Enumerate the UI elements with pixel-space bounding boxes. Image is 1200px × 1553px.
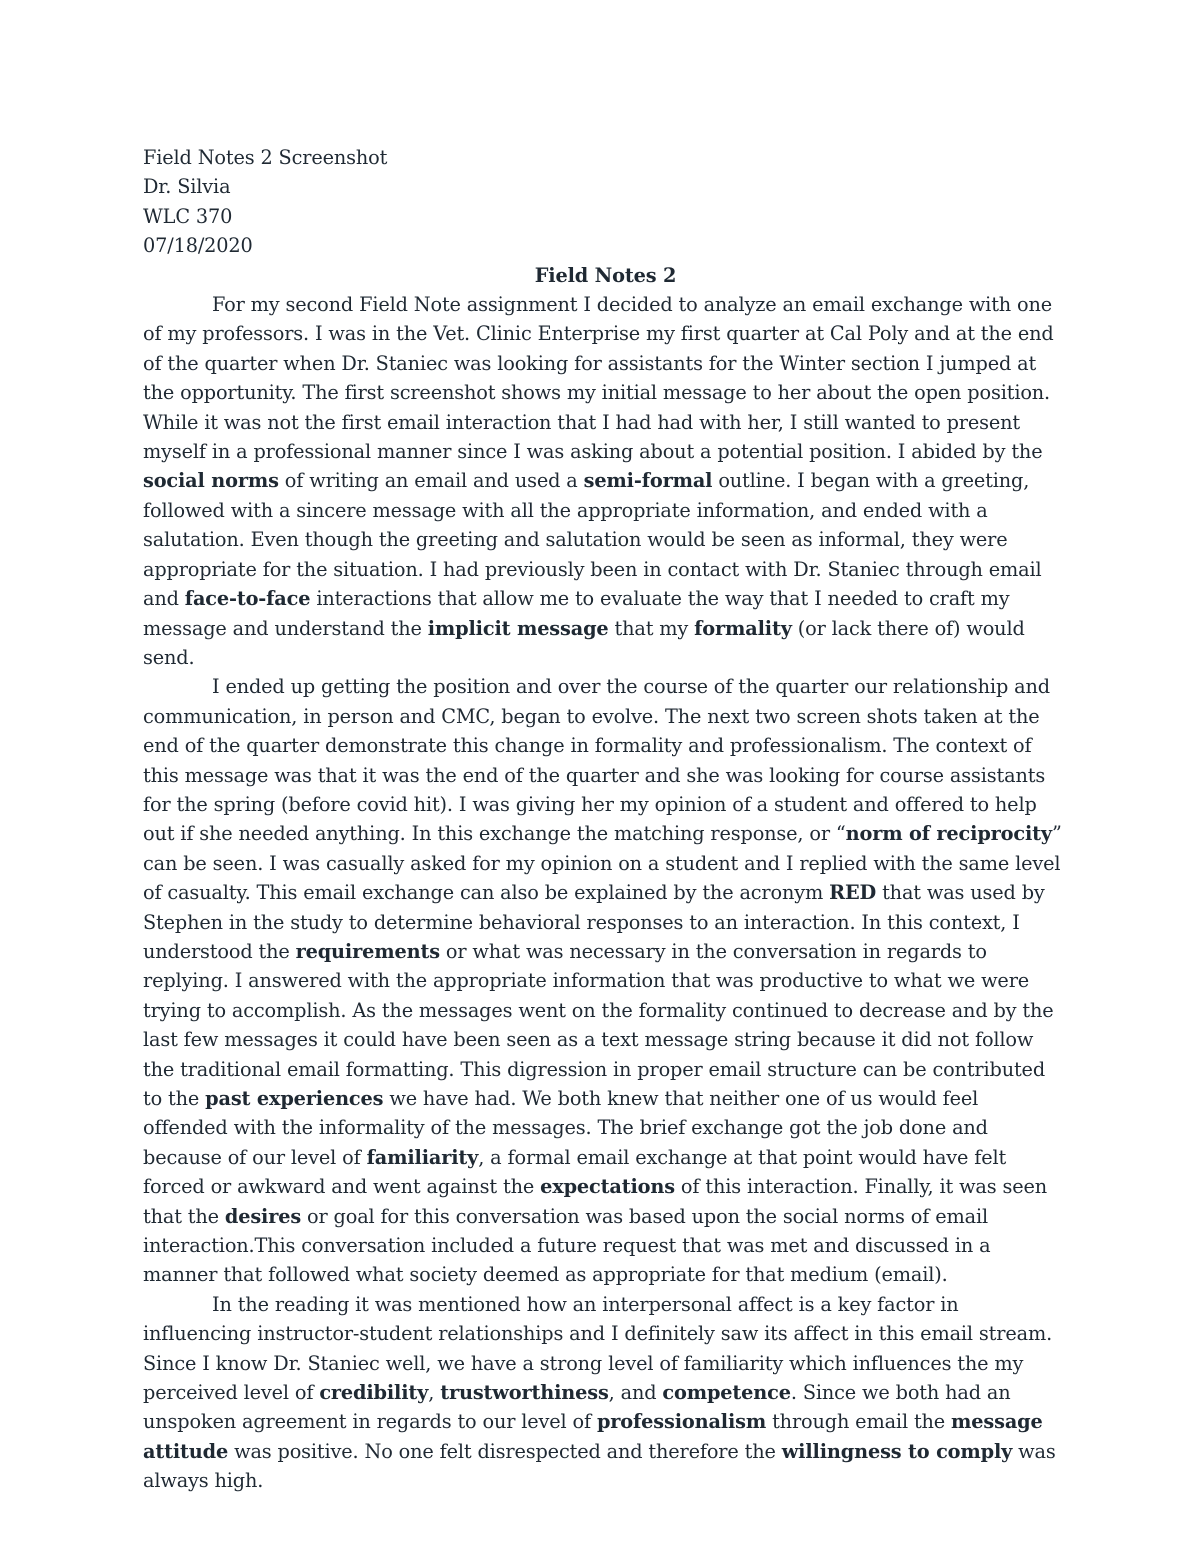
body-paragraph — [143, 672, 1068, 1290]
paragraph-text: was always high. — [143, 1439, 1056, 1493]
emphasized-term: past experiences — [205, 1087, 384, 1110]
paragraph-text: (or lack there of) would send. — [143, 616, 1025, 669]
document-date: 07/18/2020 — [143, 234, 253, 258]
paragraph-text: of writing an email and used a — [278, 469, 584, 493]
instructor-name: Dr. Silvia — [143, 175, 231, 199]
emphasized-term: desires — [224, 1204, 302, 1228]
paragraph-text: ” can be seen. I was casually asked for my opinion on a student and I replied with the same level of casualty. This email exchange can also be explained by the acronym — [143, 822, 1062, 905]
emphasized-term: semi-formal — [583, 469, 713, 493]
emphasized-term: willingness to comply — [781, 1439, 1013, 1463]
paragraph-text: was positive. No one felt disrespected and therefore the — [228, 1439, 782, 1463]
emphasized-term: social norms — [143, 469, 279, 493]
paragraph-text: I ended up getting the position and over the course of the quarter our relationship and communication, in person and CMC, began to evolve. The next two screen shots taken at the end of the quarter demonstrate this change in formality and professionalism. The context of this message was that it was the end of the quarter and she was looking for course assistants for the spring (before covid hit). I was giving her my opinion of a student and offered to help out if she needed anything. In this exchange the matching response, or “ — [143, 675, 1050, 846]
emphasized-term: familiarity — [366, 1145, 479, 1169]
body-paragraph — [143, 1290, 1068, 1496]
emphasized-term: expectations — [540, 1175, 675, 1199]
paragraph-text: or goal for this conversation was based upon the social norms of email interaction.This conversation included a future request that was met and discussed in a manner that followed what society deemed as appropriate for that medium (email). — [143, 1204, 991, 1287]
course-code: WLC 370 — [143, 204, 233, 228]
body-paragraphs — [143, 290, 1068, 1496]
emphasized-term: competence — [662, 1381, 791, 1405]
paragraph-text: interactions that allow me to evaluate the way that I needed to craft my message and understand the — [143, 587, 1010, 640]
emphasized-term: professionalism — [596, 1410, 767, 1434]
paragraph-text: For my second Field Note assignment I decided to analyze an email exchange with one of my professors. I was in the Vet. Clinic Enterprise my first quarter at Cal Poly and at the end of the quarter when Dr. Staniec was looking for assistants for the Winter section I jumped at the opportunity. The first screenshot shows my initial message to her about the open position. While it was not the first email interaction that I had had with her, I still wanted to present myself in a professional manner since I was asking about a potential position. I abided by the — [143, 293, 1054, 464]
paragraph-text: . Since we both had an unspoken agreement in regards to our level of — [143, 1381, 1011, 1434]
emphasized-term: formality — [694, 616, 792, 640]
emphasized-term: credibility — [319, 1381, 429, 1405]
paragraph-text: that was used by Stephen in the study to determine behavioral responses to an interaction. In this context, I understood the — [143, 881, 1045, 963]
emphasized-term: norm of reciprocity — [845, 822, 1052, 846]
emphasized-term: RED — [829, 881, 877, 905]
body-paragraph — [143, 290, 1068, 672]
paragraph-text: of this interaction. Finally, it was seen that the — [143, 1175, 1048, 1228]
paragraph-text: we have had. We both knew that neither one of us would feel offended with the informality of the messages. The brief exchange got the job done and because of our level of — [143, 1087, 988, 1169]
emphasized-term: face-to-face — [184, 587, 311, 611]
paragraph-text: outline. I began with a greeting, followed with a sincere message with all the appropriate information, and ended with a salutation. Even though the greeting and salutation would be seen as informal, they were appropriate for the situation. I had previously been in contact with Dr. Staniec through email and — [143, 469, 1042, 611]
paragraph-text: , a formal email exchange at that point would have felt forced or awkward and went against the — [143, 1145, 1007, 1199]
document-body — [143, 143, 1068, 1496]
paragraph-text: that my — [608, 616, 695, 640]
assignment-name: Field Notes 2 Screenshot — [143, 146, 388, 169]
paragraph-text: In the reading it was mentioned how an interpersonal affect is a key factor in influencing instructor-student relationships and I definitely saw its affect in this email stream. Since I know Dr. Staniec well, we have a strong level of familiarity which influences the my perceived level of — [143, 1292, 1053, 1405]
document-title: Field Notes 2 — [534, 263, 677, 287]
paragraph-text: , and — [608, 1381, 663, 1405]
paragraph-text: or what was necessary in the conversation in regards to replying. I answered with the appropriate information that was productive to what we were trying to accomplish. As the messages went on the formality continued to decrease and by the last few messages it could have been seen as a text message string because it did not follow the traditional email formatting. This digression in proper email structure can be contributed to the — [143, 939, 1054, 1110]
paragraph-text: , — [428, 1381, 441, 1405]
paragraph-text: through email the — [766, 1410, 952, 1434]
emphasized-term: message attitude — [143, 1410, 1043, 1463]
emphasized-term: requirements — [295, 939, 440, 963]
emphasized-term: trustworthiness — [440, 1381, 609, 1405]
emphasized-term: implicit message — [427, 616, 609, 640]
